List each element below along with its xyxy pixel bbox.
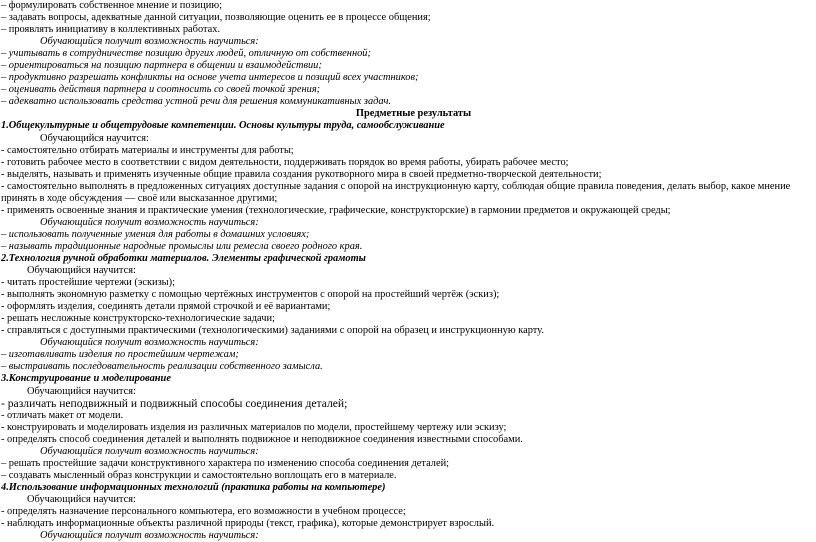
- text-line: - готовить рабочее место в соответствии с видом деятельности, поддерживать порядок во время работы, убирать рабочее место;: [1, 156, 569, 168]
- text-line: - справляться с доступными практическими (технологическими) заданиями с опорой на образец и инструкционную карту.: [1, 325, 544, 337]
- text-line: – проявлять инициативу в коллективных работах.: [1, 24, 221, 36]
- text-line: – учитывать в сотрудничестве позицию других людей, отличную от собственной;: [1, 48, 371, 60]
- text-line: - применять освоенные знания и практические умения (технологические, графические, конструкторские) в гармонии предметов и окружающей среды;: [1, 204, 671, 216]
- text-line: – оценивать действия партнера и соотносить со своей точкой зрения;: [1, 84, 321, 96]
- text-line: Обучающийся получит возможность научиться:: [40, 530, 259, 542]
- text-line: - различать неподвижный и подвижный способы соединения деталей;: [1, 397, 348, 410]
- text-line: Предметные результаты: [355, 108, 472, 120]
- text-line: Обучающийся получит возможность научиться:: [40, 216, 259, 228]
- text-line: - наблюдать информационные объекты различной природы (текст, графика), которые демонстрирует взрослый.: [1, 518, 495, 530]
- text-line: – изготавливать изделия по простейшим чертежам;: [1, 349, 239, 361]
- text-line: – использовать полученные умения для работы в домашних условиях;: [1, 228, 310, 240]
- text-line: - отличать макет от модели.: [1, 409, 124, 421]
- text-line: Обучающийся получит возможность научиться:: [40, 337, 259, 349]
- text-line: Обучающийся научится:: [27, 265, 136, 277]
- text-line: 2.Технология ручной обработки материалов. Элементы графической грамоты: [1, 252, 366, 264]
- text-line: 4.Использование информационных технологий (практика работы на компьютере): [1, 481, 386, 493]
- text-line: – ориентироваться на позицию партнера в общении и взаимодействии;: [1, 60, 322, 72]
- text-line: Обучающийся получит возможность научиться:: [40, 445, 259, 457]
- text-line: Обучающийся получит возможность научиться:: [40, 36, 259, 48]
- text-line: - решать несложные конструкторско-технологические задачи;: [1, 313, 275, 325]
- text-line: – выстраивать последовательность реализации собственного замысла.: [1, 361, 323, 373]
- text-line: 3.Конструирование и моделирование: [1, 373, 171, 385]
- text-line: – задавать вопросы, адекватные данной ситуации, позволяющие оценить ее в процессе общения;: [1, 12, 431, 24]
- text-line: – адекватно использовать средства устной речи для решения коммуникативных задач.: [1, 96, 392, 108]
- text-line: - выделять, называть и применять изученные общие правила создания рукотворного мира в своей предметно-творческой деятельности;: [1, 168, 602, 180]
- text-line: Обучающийся научится:: [27, 493, 136, 505]
- text-line: 1.Общекультурные и общетрудовые компетенции. Основы культуры труда, самообслуживание: [1, 120, 445, 132]
- text-line: – называть традиционные народные промыслы или ремесла своего родного края.: [1, 240, 363, 252]
- text-line: Обучающийся научится:: [40, 132, 149, 144]
- text-line: – решать простейшие задачи конструктивного характера по изменению способа соединения деталей;: [1, 457, 450, 469]
- text-line: - читать простейшие чертежи (эскизы);: [1, 277, 175, 289]
- text-line: – формулировать собственное мнение и позицию;: [1, 0, 222, 11]
- text-line: – создавать мысленный образ конструкции и самостоятельно воплощать его в материале.: [1, 469, 397, 481]
- text-line: – продуктивно разрешать конфликты на основе учета интересов и позиций всех участников;: [1, 72, 419, 84]
- text-line: - определять назначение персонального компьютера, его возможности в учебном процессе;: [1, 505, 406, 517]
- text-line: - конструировать и моделировать изделия из различных материалов по модели, простейшему чертежу или эскизу;: [1, 421, 507, 433]
- text-line: - определять способ соединения деталей и выполнять подвижное и неподвижное соединения известными способами.: [1, 433, 523, 445]
- text-line: - оформлять изделия, соединять детали прямой строчкой и её вариантами;: [1, 301, 331, 313]
- text-line: - самостоятельно отбирать материалы и инструменты для работы;: [1, 144, 294, 156]
- text-line: Обучающийся научится:: [27, 385, 136, 397]
- text-line: - самостоятельно выполнять в предложенных ситуациях доступные задания с опорой на инструкционную карту, соблюдая общие правила поведения, делать выбор, какое мнение принять в ходе обсуждения — своё или высказанное другими;: [1, 180, 791, 204]
- text-line: - выполнять экономную разметку с помощью чертёжных инструментов с опорой на простейший чертёж (эскиз);: [1, 289, 500, 301]
